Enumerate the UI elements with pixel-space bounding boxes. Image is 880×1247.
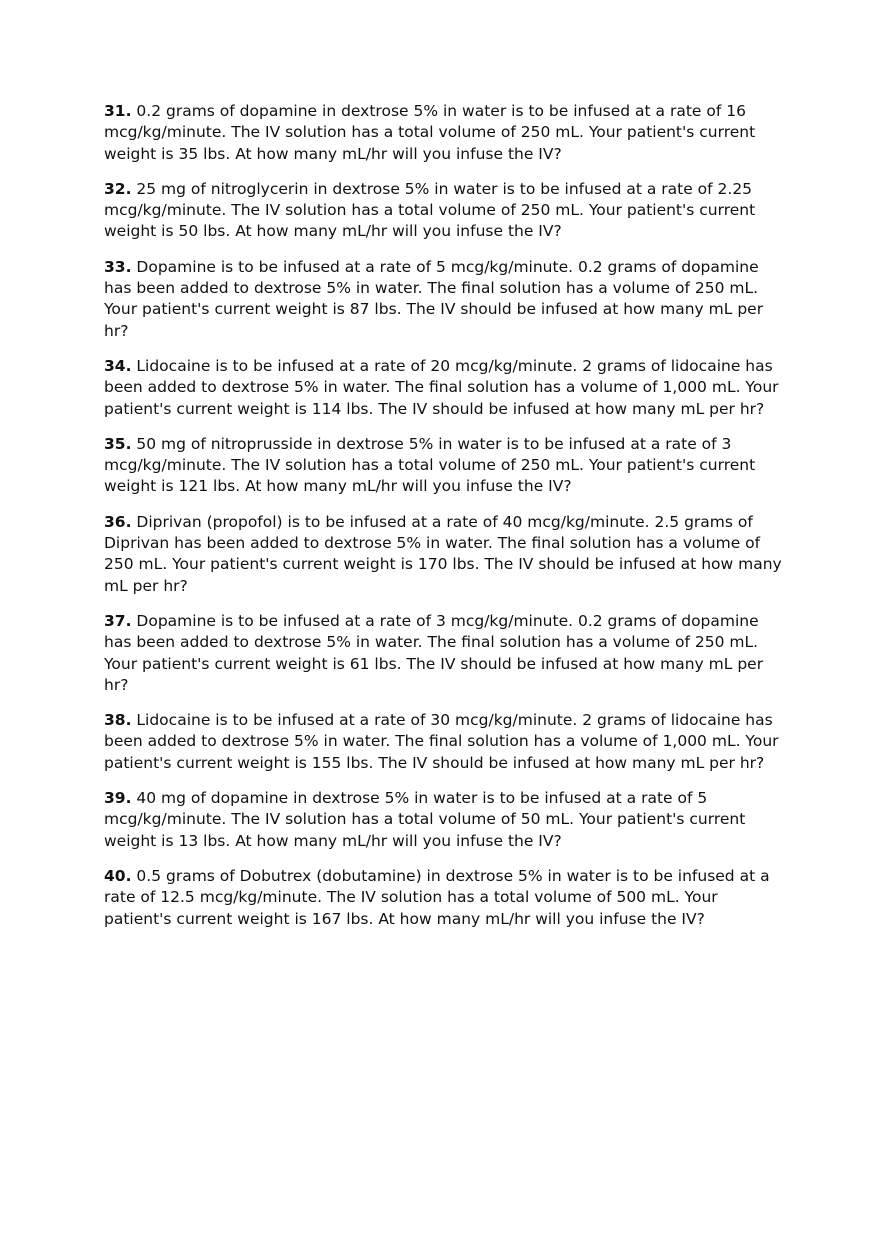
problem-38 [104, 710, 784, 774]
problem-text: 40 mg of dopamine in dextrose 5% in water is to be infused at a rate of 5 mcg/kg/minute. The IV solution has a total volume of 50 mL. Your patient's current weight is 13 lbs. At how many mL/hr will you infuse the IV? [104, 789, 746, 850]
problem-number: 31. [104, 102, 132, 120]
problem-number: 40. [104, 866, 132, 885]
problem-number: 39. [104, 789, 132, 808]
problem-39 [104, 788, 784, 852]
problem-text: 25 mg of nitroglycerin in dextrose 5% in water is to be infused at a rate of 2.25 mcg/kg/minute. The IV solution has a total volume of 250 mL. Your patient's current weight is 50 lbs. At how many mL/hr will you infuse the IV? [104, 179, 756, 241]
problem-40 [104, 866, 784, 930]
problem-number: 36. [104, 512, 132, 531]
problem-33 [104, 257, 784, 342]
problem-32 [104, 179, 784, 243]
problem-text: Dopamine is to be infused at a rate of 5 mcg/kg/minute. 0.2 grams of dopamine has been added to dextrose 5% in water. The final solution has a volume of 250 mL. Your patient's current weight is 87 lbs. The IV should be infused at how many mL per hr? [104, 257, 764, 340]
problem-34 [104, 356, 784, 420]
problem-number: 32. [104, 179, 132, 198]
problem-text: Diprivan (propofol) is to be infused at a rate of 40 mcg/kg/minute. 2.5 grams of Diprivan has been added to dextrose 5% in water. The final solution has a volume of 250 mL. Your patient's current weight is 170 lbs. The IV should be infused at how many mL per hr? [104, 512, 782, 595]
problem-number: 34. [104, 356, 132, 375]
problem-number: 35. [104, 434, 132, 453]
problem-text: Dopamine is to be infused at a rate of 3 mcg/kg/minute. 0.2 grams of dopamine has been added to dextrose 5% in water. The final solution has a volume of 250 mL. Your patient's current weight is 61 lbs. The IV should be infused at how many mL per hr? [104, 611, 764, 694]
problem-text: 50 mg of nitroprusside in dextrose 5% in water is to be infused at a rate of 3 mcg/kg/minute. The IV solution has a total volume of 250 mL. Your patient's current weight is 121 lbs. At how many mL/hr will you infuse the IV? [104, 434, 756, 496]
problem-text: 0.5 grams of Dobutrex (dobutamine) in dextrose 5% in water is to be infused at a rate of 12.5 mcg/kg/minute. The IV solution has a total volume of 500 mL. Your patient's current weight is 167 lbs. At how many mL/hr will you infuse the IV? [104, 866, 770, 928]
problem-text: Lidocaine is to be infused at a rate of 20 mcg/kg/minute. 2 grams of lidocaine has been added to dextrose 5% in water. The final solution has a volume of 1,000 mL. Your patient's current weight is 114 lbs. The IV should be infused at how many mL per hr? [104, 356, 779, 418]
problem-number: 37. [104, 611, 132, 630]
problem-31 [104, 101, 784, 165]
problem-number: 38. [104, 711, 132, 730]
problem-37 [104, 611, 784, 696]
problem-text: 0.2 grams of dopamine in dextrose 5% in water is to be infused at a rate of 16 mcg/kg/minute. The IV solution has a total volume of 250 mL. Your patient's current weight is 35 lbs. At how many mL/hr will you infuse the IV? [104, 102, 756, 163]
document-page [104, 101, 784, 944]
problem-number: 33. [104, 257, 132, 276]
problem-36 [104, 512, 784, 597]
problem-text: Lidocaine is to be infused at a rate of 30 mcg/kg/minute. 2 grams of lidocaine has been added to dextrose 5% in water. The final solution has a volume of 1,000 mL. Your patient's current weight is 155 lbs. The IV should be infused at how many mL per hr? [104, 711, 779, 772]
problem-35 [104, 434, 784, 498]
